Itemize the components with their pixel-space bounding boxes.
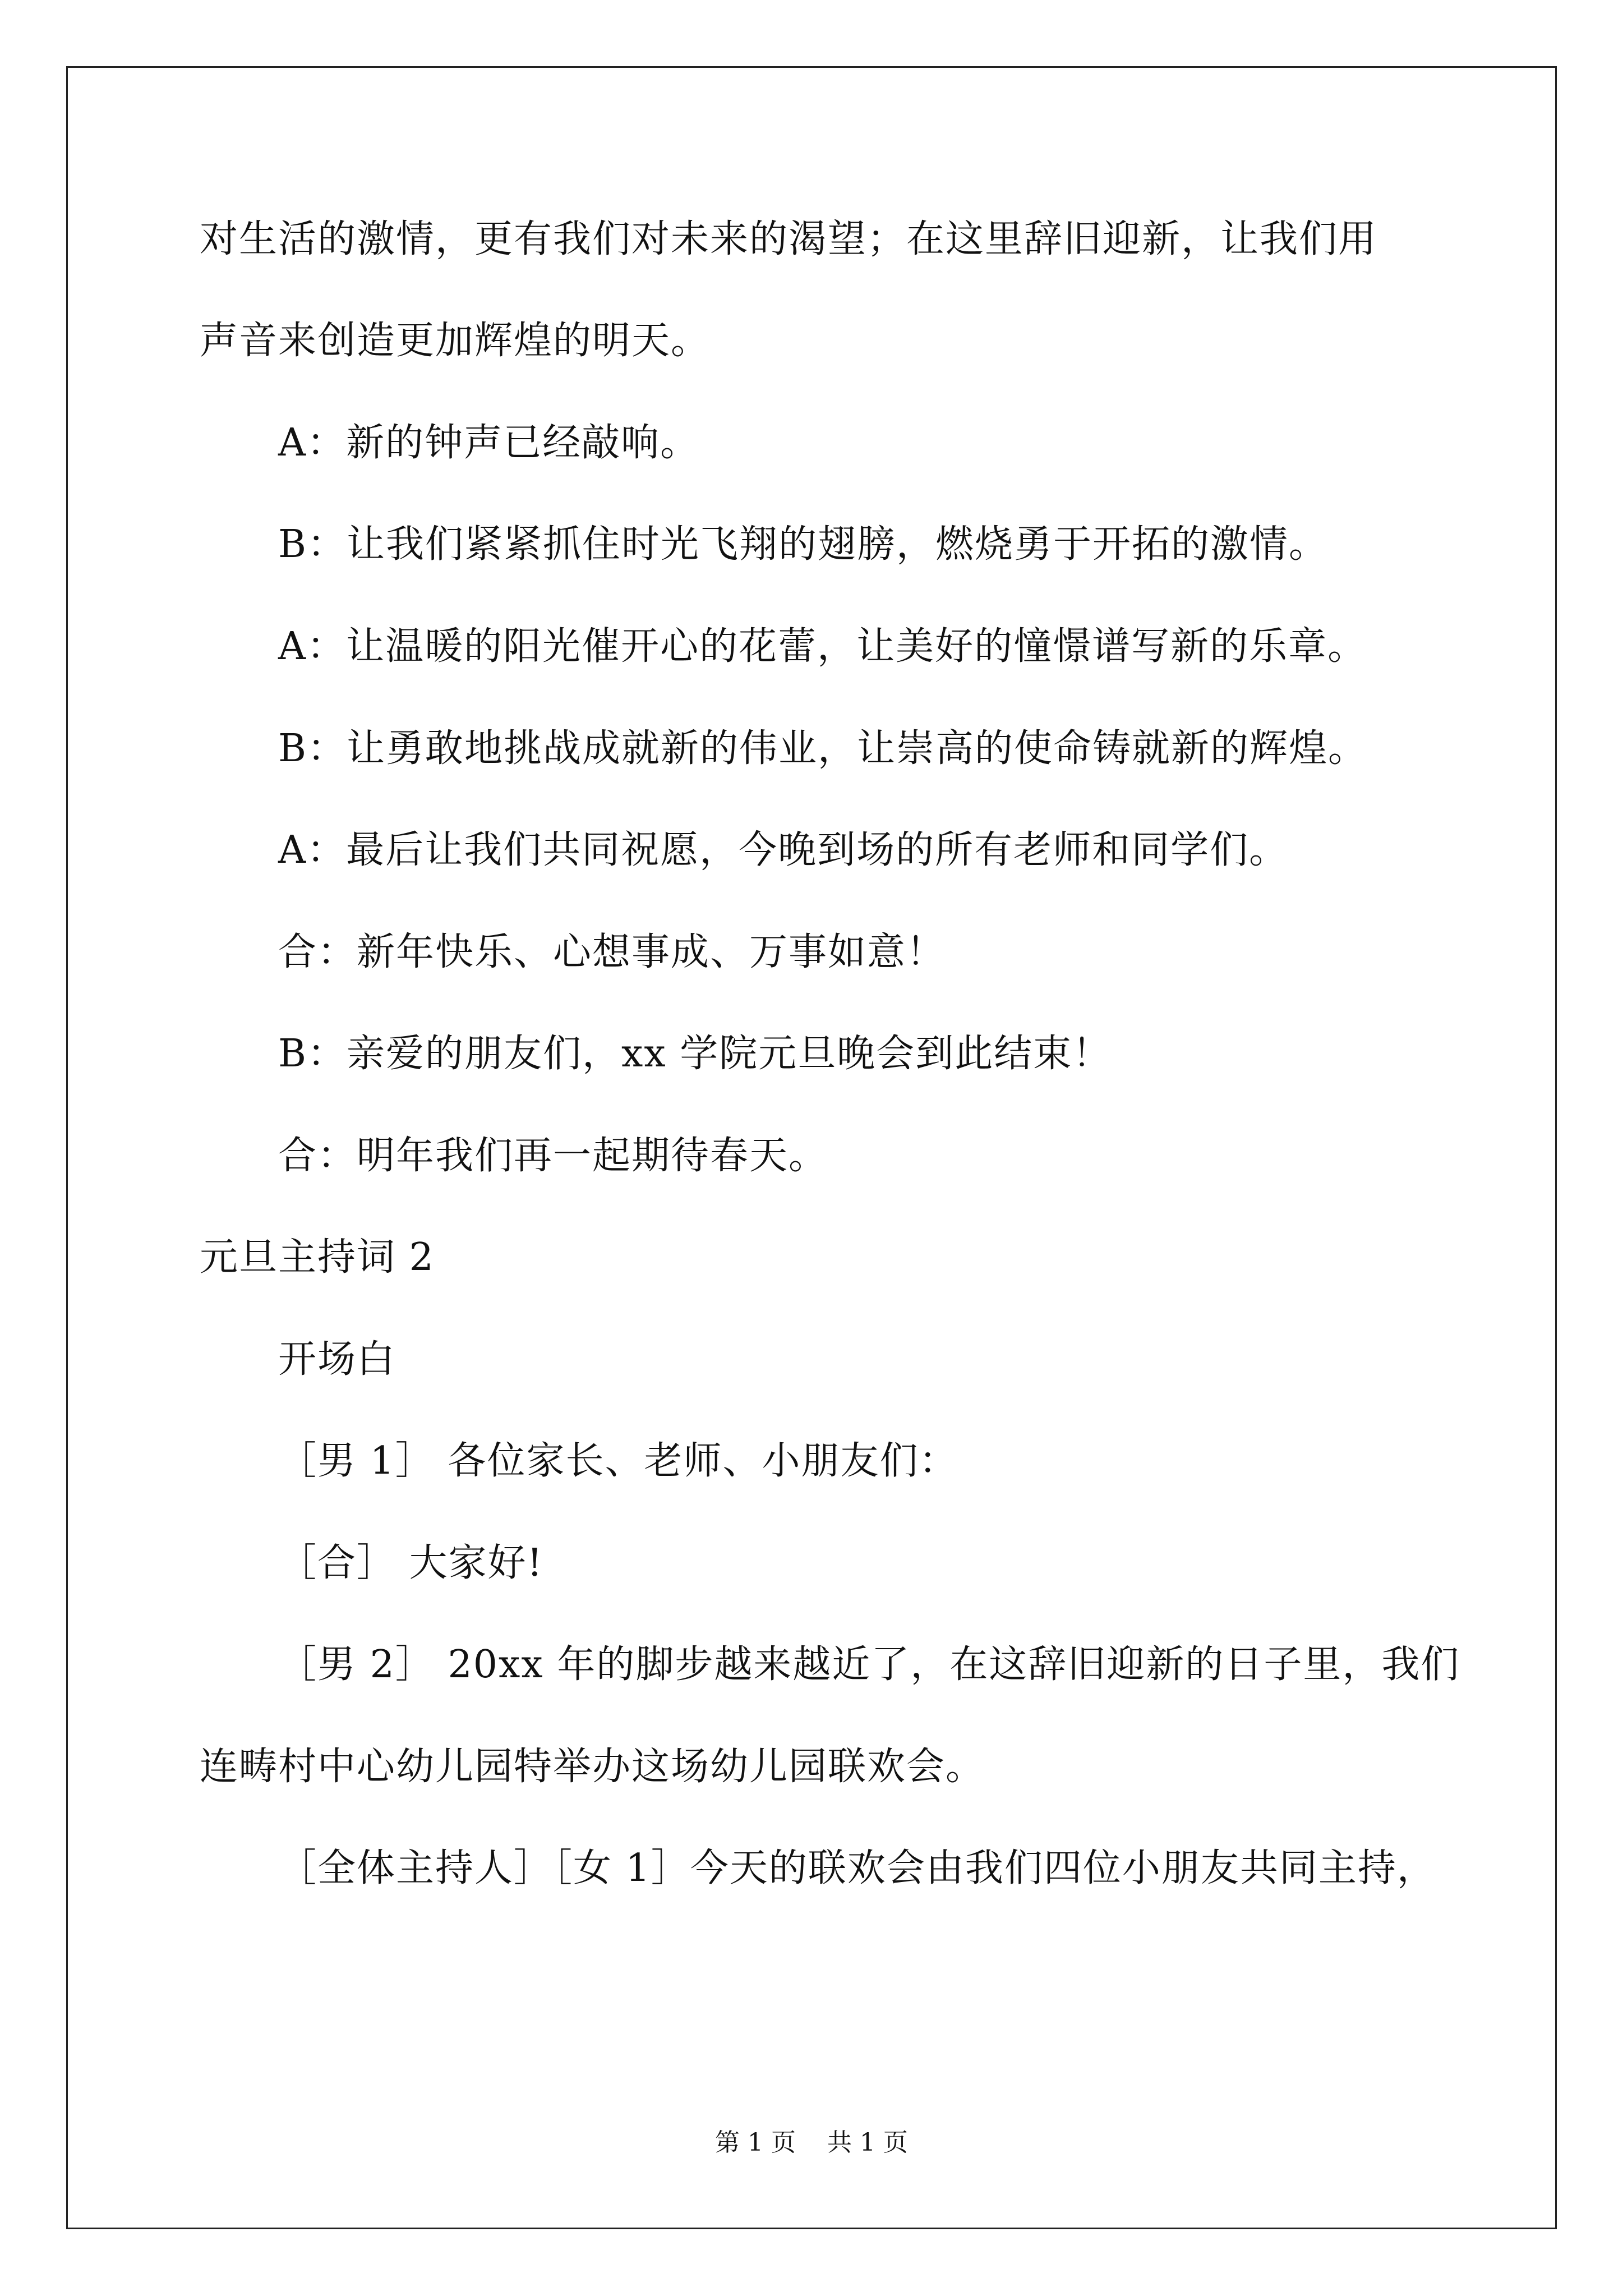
dialogue-line: B：让我们紧紧抓住时光飞翔的翅膀，燃烧勇于开拓的激情。 — [278, 522, 1328, 567]
dialogue-line: 合：明年我们再一起期待春天。 — [278, 1134, 828, 1178]
dialogue-line: ［合］ 大家好! — [278, 1541, 543, 1585]
page-footer: 第 1 页 共 1 页 — [715, 2128, 908, 2157]
dialogue-line: A：新的钟声已经敲响。 — [278, 421, 700, 465]
section-heading: 元旦主持词 2 — [200, 1235, 435, 1280]
dialogue-line: A：最后让我们共同祝愿，今晚到场的所有老师和同学们。 — [278, 828, 1289, 872]
subheading: 开场白 — [278, 1337, 396, 1382]
paragraph-line: 声音来创造更加辉煌的明天。 — [200, 319, 711, 363]
dialogue-line: ［男 2］ 20xx 年的脚步越来越近了，在这辞旧迎新的日子里，我们 — [278, 1642, 1460, 1687]
dialogue-line: ［男 1］ 各位家长、老师、小朋友们： — [278, 1439, 958, 1483]
dialogue-line: B：亲爱的朋友们，xx 学院元旦晚会到此结束！ — [278, 1032, 1112, 1076]
dialogue-line: B：让勇敢地挑战成就新的伟业，让崇高的使命铸就新的辉煌。 — [278, 726, 1367, 771]
paragraph-line: 连畴村中心幼儿园特举办这场幼儿园联欢会。 — [200, 1745, 985, 1789]
dialogue-line: ［全体主持人］［女 1］今天的联欢会由我们四位小朋友共同主持， — [278, 1846, 1436, 1890]
dialogue-line: 合：新年快乐、心想事成、万事如意！ — [278, 930, 946, 974]
paragraph-line: 对生活的激情，更有我们对未来的渴望；在这里辞旧迎新，让我们用 — [200, 217, 1378, 261]
dialogue-line: A：让温暖的阳光催开心的花蕾，让美好的憧憬谱写新的乐章。 — [278, 624, 1367, 669]
